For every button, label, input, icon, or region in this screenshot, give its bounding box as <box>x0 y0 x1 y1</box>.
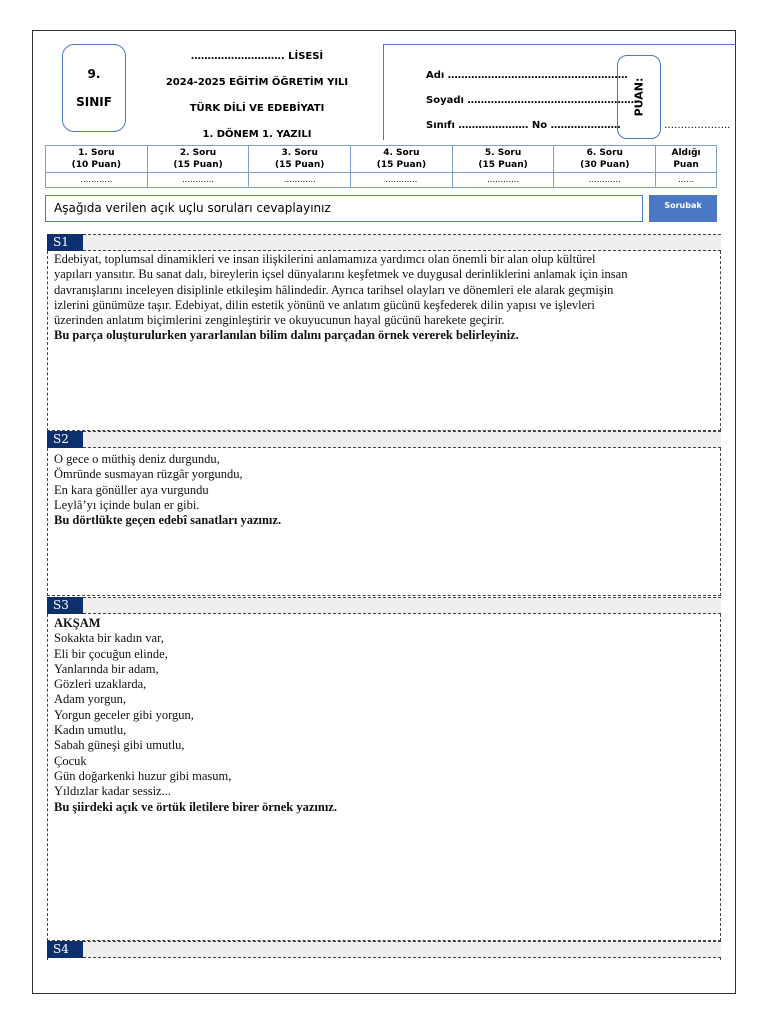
question-3-line: Gözleri uzaklarda, <box>54 677 147 692</box>
question-3-line: Kadın umutlu, <box>54 723 127 738</box>
surname-field[interactable]: Soyadı …………………………………………… <box>426 95 638 106</box>
question-4-tag: S4 <box>47 941 83 958</box>
score-blank-4[interactable]: ………… <box>351 173 453 188</box>
question-3-line: Eli bir çocuğun elinde, <box>54 646 168 661</box>
name-field[interactable]: Adı ……………………………………………… <box>426 70 628 81</box>
question-1-text <box>54 252 714 344</box>
question-2-text <box>54 452 714 528</box>
score-col-2: 2. Soru (15 Puan) <box>147 146 249 173</box>
school-name: ………………………. LİSESİ <box>190 51 324 62</box>
question-2-header-bar <box>83 431 721 448</box>
score-col-total: Aldığı Puan <box>656 146 717 173</box>
question-3-line: Sokakta bir kadın var, <box>54 631 164 646</box>
score-blank[interactable]: ……………….. <box>664 120 731 131</box>
question-2-line: Leylâ’yı içinde bulan er gibi. <box>54 497 200 512</box>
question-3-line: Adam yorgun, <box>54 692 126 707</box>
score-col-3: 3. Soru (15 Puan) <box>249 146 351 173</box>
question-3-line: Yıldızlar kadar sessiz... <box>54 784 171 799</box>
score-col-5: 5. Soru (15 Puan) <box>452 146 554 173</box>
score-col-1: 1. Soru (10 Puan) <box>46 146 148 173</box>
exam-title-block <box>132 44 382 148</box>
score-blank-3[interactable]: ………… <box>249 173 351 188</box>
class-number-field[interactable]: Sınıfı ………………… No ………………… <box>426 120 621 131</box>
score-label: PUAN: <box>632 77 646 117</box>
score-table <box>45 145 717 188</box>
question-3-prompt: Bu şiirdeki açık ve örtük iletilere birer örnek yazınız. <box>54 799 337 814</box>
score-box <box>617 55 661 139</box>
question-2-prompt: Bu dörtlükte geçen edebî sanatları yazınız. <box>54 513 282 528</box>
question-1-header-bar <box>83 234 721 251</box>
question-3-line: Gün doğarkenki huzur gibi masum, <box>54 768 232 783</box>
question-1-prompt: Bu parça oluşturulurken yararlanılan bilim dalını parçadan örnek vererek belirleyiniz. <box>54 328 519 343</box>
question-3-text <box>54 616 714 815</box>
score-blank-6[interactable]: ………… <box>554 173 656 188</box>
score-col-6: 6. Soru (30 Puan) <box>554 146 656 173</box>
question-1-line: izlerini günümüze taşır. Edebiyat, dilin estetik yönünü ve anlatım gücünü keşfederek dilin yapısı ve işlevleri <box>54 297 595 312</box>
score-blank-total[interactable]: …… <box>656 173 717 188</box>
course-name: TÜRK DİLİ VE EDEBİYATI <box>189 103 325 114</box>
question-4-box[interactable] <box>47 958 721 960</box>
instruction-text: Aşağıda verilen açık uçlu soruları cevaplayınız <box>45 195 643 222</box>
question-2-line: Ömründe susmayan rüzgâr yorgundu, <box>54 467 243 482</box>
question-1-line: Edebiyat, toplumsal dinamikleri ve insan ilişkilerini anlamamıza yardımcı olan önemli bir alan olup kültürel <box>54 252 596 266</box>
question-3-line: Sabah güneşi gibi umutlu, <box>54 738 185 753</box>
question-2-line: En kara gönüller aya vurgundu <box>54 482 209 497</box>
grade-box <box>62 44 126 132</box>
score-blank-2[interactable]: ………… <box>147 173 249 188</box>
question-2-tag: S2 <box>47 431 83 448</box>
poem-title: AKŞAM <box>54 616 101 630</box>
question-1-line: üzerinden anlatım biçimlerini zenginleştirir ve okuyucunun hayal gücünü harekete geçirir. <box>54 313 505 328</box>
score-table-row <box>46 173 717 188</box>
question-4-header-bar <box>83 941 721 958</box>
question-1-line: davranışlarını inceleyen disiplinle etkileşim hâlindedir. Ayrıca tarihsel olayları ve dönemleri ele alarak geçmişin <box>54 282 614 297</box>
question-1-line: yapıları yansıtır. Bu sanat dalı, bireylerin içsel dünyalarını keşfetmek ve duygusal derinliklerini anlamak için insan <box>54 267 628 282</box>
score-col-4: 4. Soru (15 Puan) <box>351 146 453 173</box>
exam-name: 1. DÖNEM 1. YAZILI <box>202 129 312 140</box>
question-3-line: Yanlarında bir adam, <box>54 661 159 676</box>
grade-number: 9. <box>87 67 101 81</box>
question-3-tag: S3 <box>47 597 83 614</box>
score-blank-5[interactable]: ………… <box>452 173 554 188</box>
score-table-header <box>46 146 717 173</box>
question-3-header-bar <box>83 597 721 614</box>
question-3-line: Çocuk <box>54 753 87 768</box>
academic-year: 2024-2025 EĞİTİM ÖĞRETİM YILI <box>165 77 349 88</box>
score-blank-1[interactable]: ………… <box>46 173 148 188</box>
sorubak-button[interactable]: Sorubak <box>649 195 717 222</box>
grade-label: SINIF <box>76 95 112 109</box>
question-2-line: O gece o müthiş deniz durgundu, <box>54 452 220 466</box>
question-3-line: Yorgun geceler gibi yorgun, <box>54 707 194 722</box>
question-1-tag: S1 <box>47 234 83 251</box>
